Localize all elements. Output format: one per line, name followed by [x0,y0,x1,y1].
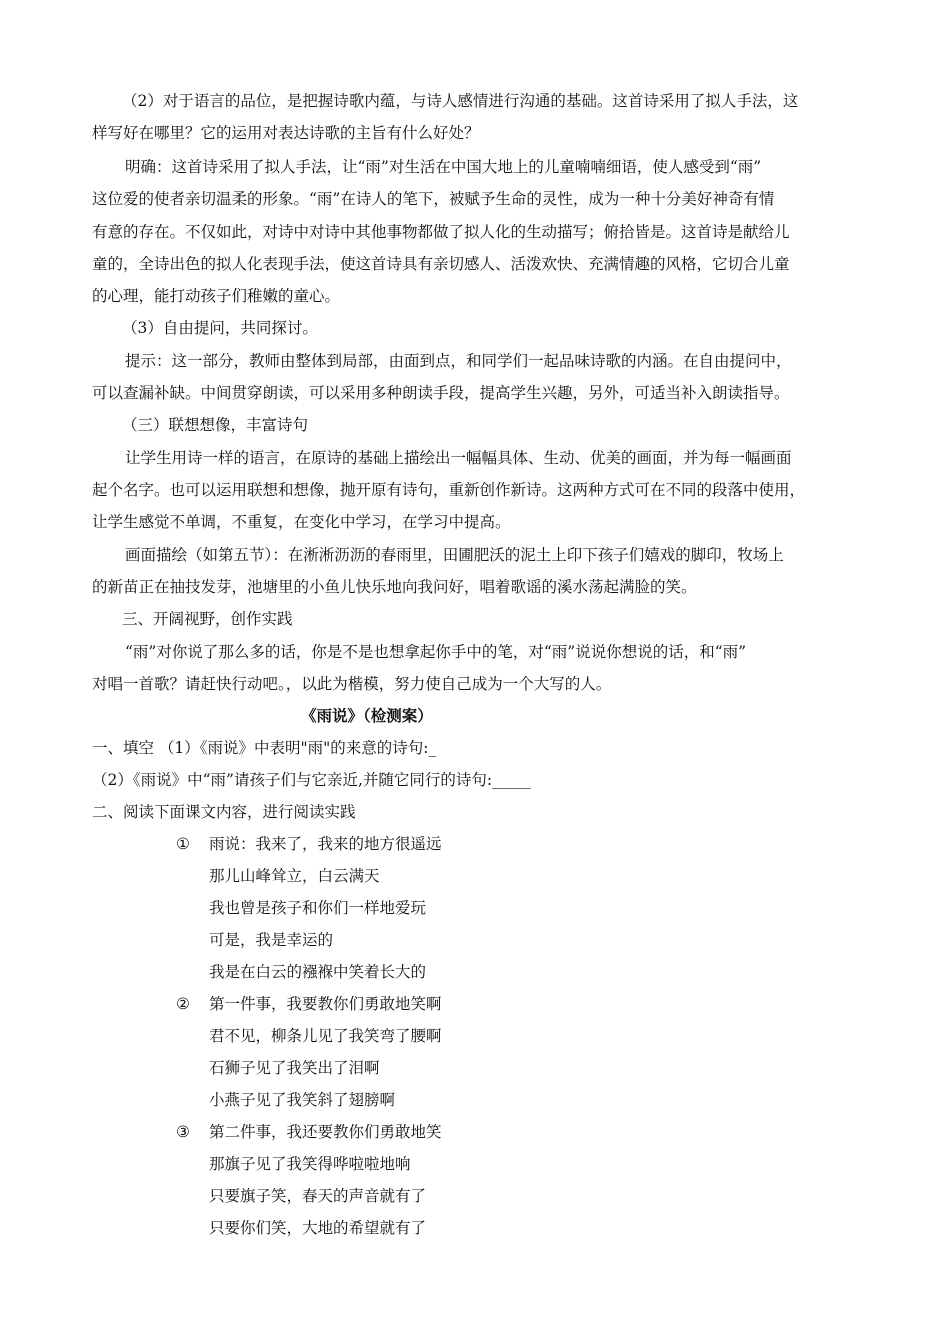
paragraph-line: 的心理，能打动孩子们稚嫩的童心。 [92,287,341,305]
paragraph-line: 可以查漏补缺。中间贯穿朗读，可以采用多种朗读手段，提高学生兴趣，另外，可适当补入朗读指导。 [92,384,790,402]
poem-line: 只要你们笑，大地的希望就有了 [209,1219,427,1237]
poem-line: 我是在白云的襁褓中笑着长大的 [209,963,427,981]
question-fill-in: （2）《雨说》中“雨”请孩子们与它亲近,并随它同行的诗句:_____ [92,771,531,789]
question-reading: 二、阅读下面课文内容，进行阅读实践 [92,803,356,821]
poem-line: 第二件事，我还要教你们勇敢地笑 [209,1123,442,1141]
poem-line: 第一件事，我要教你们勇敢地笑啊 [209,995,442,1013]
paragraph-line: 让学生感觉不单调，不重复，在变化中学习，在学习中提高。 [92,513,511,531]
paragraph-line: 对唱一首歌？请赶快行动吧。，以此为楷模，努力使自己成为一个大写的人。 [92,675,612,693]
paragraph-line: 童的，全诗出色的拟人化表现手法，使这首诗具有亲切感人、活泼欢快、充满情趣的风格，它切合儿童 [92,255,790,273]
poem-line: 小燕子见了我笑斜了翅膀啊 [209,1091,396,1109]
stanza-number: ② [176,995,190,1013]
paragraph-line: 这位爱的使者亲切温柔的形象。“雨”在诗人的笔下，被赋予生命的灵性，成为一种十分美好神奇有情 [92,190,775,208]
question-fill-in: 一、填空 （1）《雨说》中表明"雨"的来意的诗句:_ [92,739,437,757]
section-heading: （三）联想想像，丰富诗句 [122,416,309,434]
stanza-number: ① [176,835,190,853]
paragraph-line: 明确：这首诗采用了拟人手法，让“雨”对生活在中国大地上的儿童喃喃细语，使人感受到“雨” [125,158,762,176]
paragraph-line: 让学生用诗一样的语言，在原诗的基础上描绘出一幅幅具体、生动、优美的画面，并为每一幅画面 [125,449,792,467]
poem-line: 石狮子见了我笑出了泪啊 [209,1059,380,1077]
poem-line: 雨说：我来了，我来的地方很遥远 [209,835,442,853]
paragraph-line: （3）自由提问，共同探讨。 [122,319,318,337]
paragraph-line: 提示：这一部分，教师由整体到局部，由面到点，和同学们一起品味诗歌的内涵。在自由提问中， [125,352,792,370]
poem-line: 我也曾是孩子和你们一样地爱玩 [209,899,427,917]
section-heading: 三、开阔视野，创作实践 [122,610,293,628]
paragraph-line: 起个名字。也可以运用联想和想像，抛开原有诗句，重新创作新诗。这两种方式可在不同的段落中使用， [92,481,806,499]
paragraph-line: 的新苗正在抽技发芽，池塘里的小鱼儿快乐地向我问好，唱着歌谣的溪水荡起满脸的笑。 [92,578,697,596]
paragraph-line: 有意的存在。不仅如此，对诗中对诗中其他事物都做了拟人化的生动描写；俯拾皆是。这首诗是献给儿 [92,223,790,241]
stanza-number: ③ [176,1123,190,1141]
poem-line: 只要旗子笑，春天的声音就有了 [209,1187,427,1205]
poem-line: 可是，我是幸运的 [209,931,334,949]
poem-line: 君不见，柳条儿见了我笑弯了腰啊 [209,1027,442,1045]
paragraph-line: （2）对于语言的品位，是把握诗歌内蕴，与诗人感情进行沟通的基础。这首诗采用了拟人手法，这 [122,92,799,110]
test-title: 《雨说》（检测案） [301,706,433,725]
paragraph-line: 画面描绘（如第五节）：在淅淅沥沥的春雨里，田圃肥沃的泥土上印下孩子们嬉戏的脚印，牧场上 [125,546,784,564]
paragraph-line: 样写好在哪里？它的运用对表达诗歌的主旨有什么好处？ [92,124,480,142]
paragraph-line: “雨”对你说了那么多的话，你是不是也想拿起你手中的笔，对“雨”说说你想说的话，和“雨” [125,643,747,661]
poem-line: 那儿山峰耸立，白云满天 [209,867,380,885]
poem-line: 那旗子见了我笑得哗啦啦地响 [209,1155,411,1173]
